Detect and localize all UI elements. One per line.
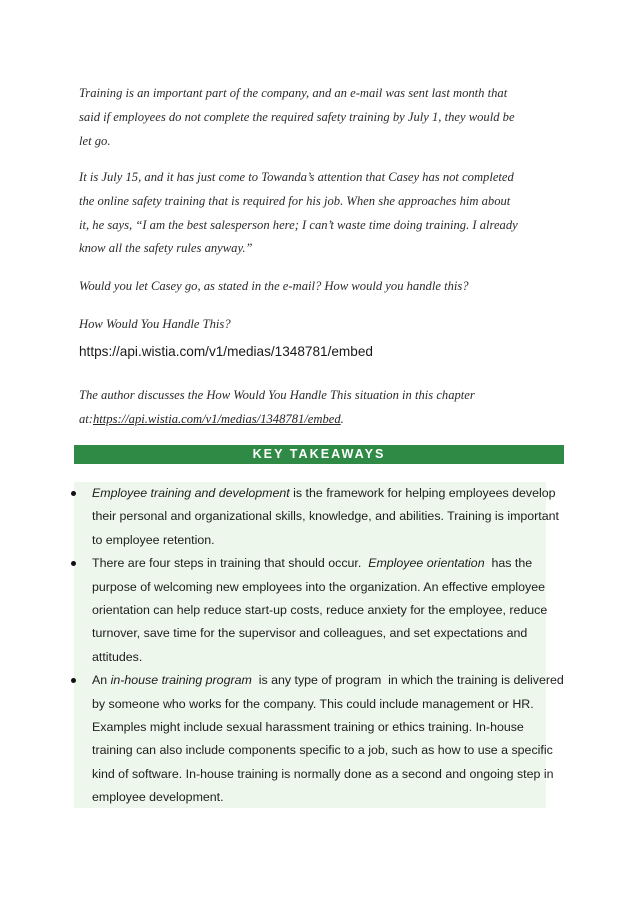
text-span: has the	[484, 556, 533, 571]
text-line	[92, 552, 638, 575]
term: Employee orientation	[368, 556, 485, 571]
text-line: orientation can help reduce start-up costs, reduce anxiety for the employee, reduce	[92, 603, 548, 618]
text-line: Examples might include sexual harassment training or ethics training. In-house	[92, 720, 524, 735]
text-span: There are four steps in training that should occur.	[92, 556, 369, 571]
text-span: is any type of program in which the training is delivered	[251, 673, 564, 688]
text-line	[92, 482, 638, 505]
term: Employee training and development	[92, 486, 290, 500]
text-line: The author discusses the How Would You Handle This situation in this chapter	[79, 388, 475, 402]
author-note	[79, 384, 559, 432]
list-item	[0, 482, 638, 552]
text-line	[79, 408, 559, 432]
text-span: is the framework for helping employees develop	[289, 486, 556, 500]
list-item	[0, 669, 638, 809]
key-takeaways-header: KEY TAKEAWAYS	[74, 445, 564, 464]
text-line: let go.	[79, 133, 111, 148]
discussion-question	[79, 275, 559, 299]
text-line: to employee retention.	[92, 532, 215, 547]
list-item	[0, 552, 638, 669]
text-line: Training is an important part of the company, and an e-mail was sent last month that	[79, 86, 508, 100]
text-line: know all the safety rules anyway.”	[79, 241, 253, 256]
key-takeaways-list	[0, 482, 638, 810]
video-heading	[79, 313, 559, 337]
author-note-prefix: at:	[79, 411, 93, 426]
text-line: the online safety training that is required for his job. When she approaches him about	[79, 193, 511, 208]
text-line: attitudes.	[92, 649, 143, 664]
paragraph-casey-scenario	[79, 166, 559, 261]
paragraph-training-email	[79, 82, 559, 153]
bullet-icon	[71, 491, 76, 496]
bullet-icon	[71, 561, 76, 566]
text-line	[92, 669, 638, 692]
text-span: An	[92, 673, 111, 688]
text-line: turnover, save time for the supervisor and colleagues, and set expectations and	[92, 626, 528, 641]
video-heading-text: How Would You Handle This?	[79, 317, 231, 331]
text-line: by someone who works for the company. This could include management or HR.	[92, 696, 534, 711]
question-text: Would you let Casey go, as stated in the e-mail? How would you handle this?	[79, 279, 469, 293]
text-line: kind of software. In-house training is normally done as a second and ongoing step in	[92, 766, 554, 781]
bullet-icon	[71, 678, 76, 683]
text-line: training can also include components specific to a job, such as how to use a specific	[92, 743, 553, 758]
author-note-link[interactable]: https://api.wistia.com/v1/medias/1348781/embed	[93, 411, 341, 426]
video-link[interactable]: https://api.wistia.com/v1/medias/1348781/embed	[79, 344, 373, 359]
text-line: said if employees do not complete the required safety training by July 1, they would be	[79, 109, 515, 124]
text-line: purpose of welcoming new employees into the organization. An effective employee	[92, 579, 545, 594]
text-line: their personal and organizational skills, knowledge, and abilities. Training is important	[92, 509, 559, 524]
text-line: it, he says, “I am the best salesperson here; I can’t waste time doing training. I already	[79, 217, 518, 232]
term: in-house training program	[110, 673, 252, 688]
text-line: It is July 15, and it has just come to Towanda’s attention that Casey has not completed	[79, 170, 514, 184]
text-line: employee development.	[92, 790, 224, 805]
author-note-suffix: .	[340, 411, 344, 426]
